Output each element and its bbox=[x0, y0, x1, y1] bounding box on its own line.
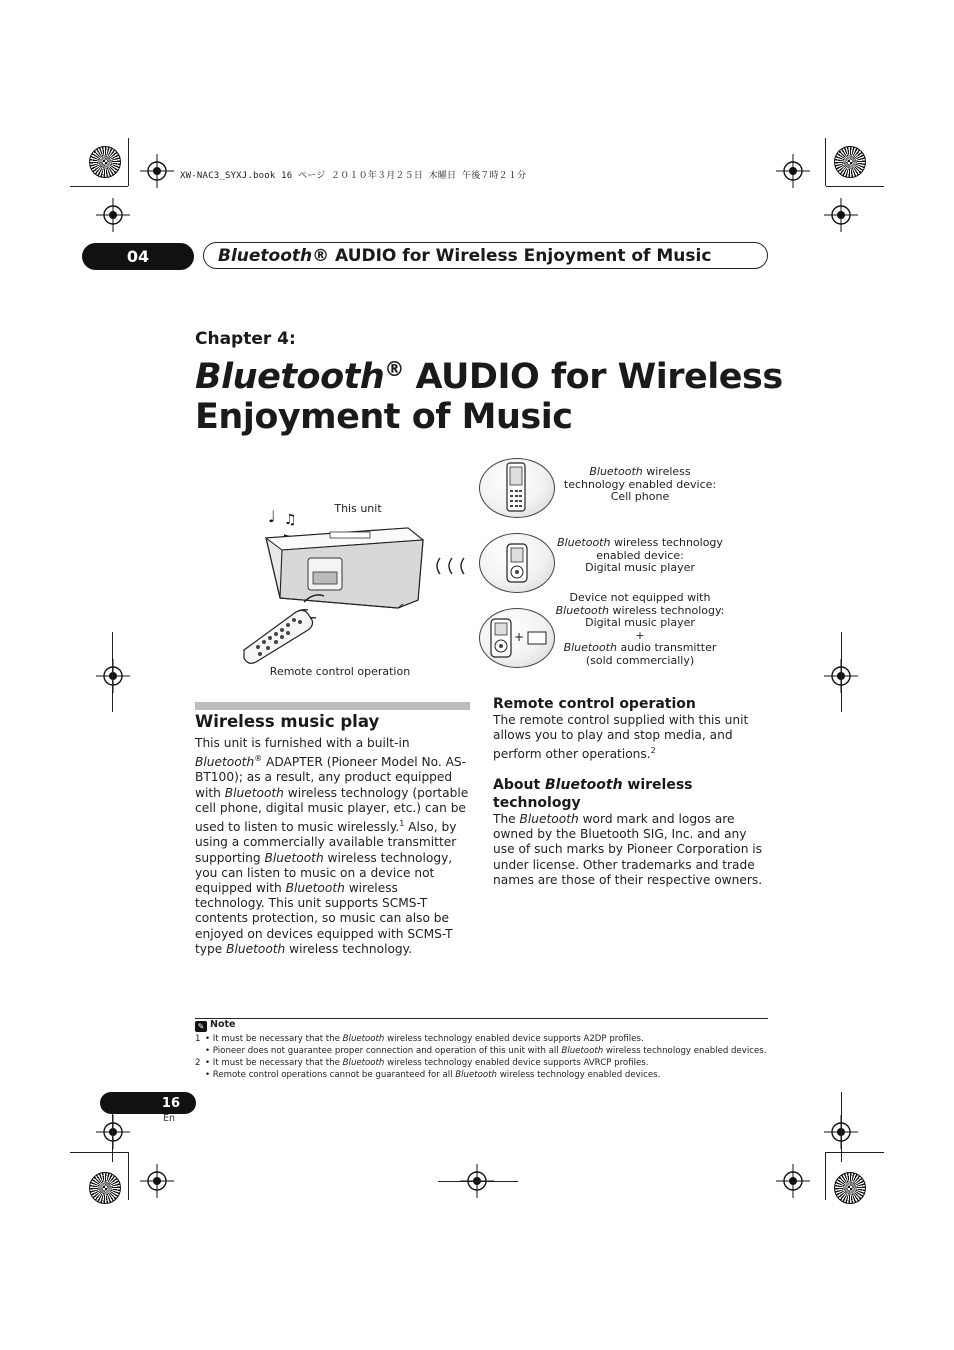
language-code: En bbox=[163, 1113, 176, 1124]
text: About bbox=[493, 777, 546, 793]
bt-italic: Bluetooth bbox=[563, 641, 617, 654]
bt-italic: Bluetooth bbox=[264, 850, 324, 865]
notes-title: Note bbox=[210, 1019, 236, 1030]
text: wireless technology. This unit supports SCMS-T contents protection, so music can also be enjoyed on devices equipped with SCMS-T type bbox=[195, 880, 453, 956]
remote-control-icon bbox=[238, 600, 318, 664]
bt-italic: Bluetooth bbox=[285, 880, 345, 895]
text: wireless technology (portable cell phone, digital music player, etc.) can be used to listen to music wirelessly. bbox=[195, 785, 469, 835]
caption-text: enabled device: bbox=[596, 548, 684, 562]
bt-italic: Bluetooth bbox=[589, 465, 643, 478]
caption-text: audio transmitter bbox=[616, 641, 717, 654]
text: Also, by using a commercially available transmitter supporting bbox=[195, 820, 457, 865]
device2-caption bbox=[552, 537, 728, 575]
music-player-icon bbox=[505, 543, 529, 583]
crosshair-mark-icon bbox=[776, 154, 810, 188]
chapter-title-line1: AUDIO for Wireless bbox=[403, 357, 783, 397]
bt-italic: Bluetooth bbox=[555, 603, 610, 617]
caption-text: wireless technology: bbox=[609, 603, 725, 617]
about-heading bbox=[493, 776, 769, 812]
print-info-line: XW-NAC3_SYXJ.book 16 ページ ２０１０年３月２５日 木曜日 午後７時２１分 bbox=[180, 171, 527, 181]
registered-mark: ® bbox=[384, 357, 404, 381]
bt-italic: Bluetooth bbox=[557, 536, 611, 549]
text: The remote control supplied with this unit allows you to play and stop media, and perform other operations. bbox=[493, 713, 749, 762]
caption-text: Device not equipped with bbox=[569, 591, 711, 604]
crosshair-mark-icon bbox=[776, 1164, 810, 1198]
text: wireless technology enabled devices. bbox=[603, 1046, 767, 1056]
caption-text: wireless technology bbox=[610, 536, 723, 549]
remote-section bbox=[493, 695, 769, 763]
remote-paragraph bbox=[493, 713, 769, 763]
caption-text: Cell phone bbox=[610, 490, 670, 503]
bt-italic: Bluetooth bbox=[342, 1058, 385, 1068]
bt-italic: Bluetooth bbox=[561, 1046, 604, 1056]
text: wireless technology enabled device supports A2DP profiles. bbox=[384, 1034, 644, 1044]
text: wireless technology bbox=[493, 777, 693, 811]
caption-text: technology enabled device: bbox=[563, 477, 717, 491]
caption-text: (sold commercially) bbox=[585, 653, 695, 667]
about-section bbox=[493, 776, 769, 888]
text: wireless technology, you can listen to music on a device not equipped with bbox=[195, 850, 453, 895]
chapter-number-badge: 04 bbox=[82, 243, 194, 270]
text: • It must be necessary that the bbox=[205, 1034, 343, 1044]
registration-star-icon bbox=[89, 146, 121, 178]
text: ADAPTER (Pioneer Model No. AS-BT100); as a result, any product equipped with bbox=[195, 755, 467, 800]
remote-caption: Remote control operation bbox=[269, 665, 411, 678]
chapter-title bbox=[195, 349, 815, 437]
chapter-title-italic: Bluetooth bbox=[195, 357, 385, 397]
note-line bbox=[195, 1033, 775, 1045]
crosshair-mark-icon bbox=[140, 1164, 174, 1198]
device1-caption bbox=[560, 466, 720, 504]
text: • Pioneer does not guarantee proper connection and operation of this unit with all bbox=[205, 1046, 562, 1056]
bt-italic: Bluetooth bbox=[226, 941, 286, 956]
crosshair-mark-icon bbox=[140, 154, 174, 188]
chapter-label: Chapter 4: bbox=[195, 329, 296, 349]
text: wireless technology. bbox=[285, 941, 413, 956]
crosshair-mark-icon bbox=[96, 659, 130, 693]
this-unit-caption: This unit bbox=[334, 502, 382, 515]
text: This unit is furnished with a built-in bbox=[195, 736, 410, 750]
registration-star-icon bbox=[834, 146, 866, 178]
caption-text: + bbox=[635, 628, 645, 642]
crosshair-mark-icon bbox=[824, 198, 858, 232]
text: • Remote control operations cannot be guaranteed for all bbox=[205, 1070, 456, 1080]
wireless-heading: Wireless music play bbox=[195, 712, 380, 731]
caption-text: wireless bbox=[642, 465, 691, 478]
bt-italic: Bluetooth bbox=[342, 1034, 385, 1044]
bt-italic: Bluetooth bbox=[519, 812, 579, 826]
bt-italic: Bluetooth bbox=[455, 1070, 497, 1080]
footnote-ref: 1 bbox=[399, 819, 405, 829]
svg-text:♫: ♫ bbox=[284, 512, 297, 528]
note-icon: ✎ bbox=[195, 1021, 207, 1032]
svg-text:♩: ♩ bbox=[268, 507, 276, 526]
text: The bbox=[493, 812, 520, 826]
text: wireless technology enabled devices. bbox=[496, 1070, 661, 1080]
note-line bbox=[195, 1045, 775, 1057]
note-line bbox=[195, 1069, 775, 1081]
note-number: 1 bbox=[195, 1034, 201, 1044]
bt-italic: Bluetooth bbox=[545, 777, 623, 793]
wireless-paragraph bbox=[195, 736, 471, 957]
caption-text: Digital music player bbox=[585, 561, 695, 574]
bt-italic: Bluetooth bbox=[224, 785, 284, 800]
header-title-rest: ® AUDIO for Wireless Enjoyment of Music bbox=[312, 245, 712, 266]
crosshair-mark-icon bbox=[96, 198, 130, 232]
plus-sign: + bbox=[514, 630, 525, 644]
footnote-ref: 2 bbox=[650, 746, 656, 756]
section-bar bbox=[195, 702, 470, 710]
crosshair-mark-icon bbox=[96, 1115, 130, 1149]
page-number-badge: 16 bbox=[100, 1092, 196, 1114]
remote-heading: Remote control operation bbox=[493, 696, 696, 712]
chapter-title-line2: Enjoyment of Music bbox=[195, 397, 573, 437]
reg-mark: ® bbox=[254, 754, 263, 764]
text: wireless technology enabled device supports AVRCP profiles. bbox=[384, 1058, 649, 1068]
caption-text: Digital music player bbox=[585, 616, 695, 629]
bt-italic: Bluetooth bbox=[195, 755, 255, 770]
running-header bbox=[203, 242, 768, 269]
device3-caption bbox=[552, 592, 728, 667]
text: word mark and logos are owned by the Bluetooth SIG, Inc. and any use of such marks by Pioneer Corporation is under license. Other trademarks and trade names are those of their respective owners. bbox=[493, 812, 763, 887]
text: • It must be necessary that the bbox=[205, 1058, 343, 1068]
header-title-italic: Bluetooth bbox=[218, 245, 313, 266]
registration-star-icon bbox=[89, 1172, 121, 1204]
notes-block bbox=[195, 1019, 775, 1081]
notes-title-row bbox=[195, 1019, 775, 1032]
note-number: 2 bbox=[195, 1058, 201, 1068]
note-line bbox=[195, 1057, 775, 1069]
about-paragraph bbox=[493, 812, 769, 888]
cell-phone-icon bbox=[505, 462, 527, 512]
registration-star-icon bbox=[834, 1172, 866, 1204]
